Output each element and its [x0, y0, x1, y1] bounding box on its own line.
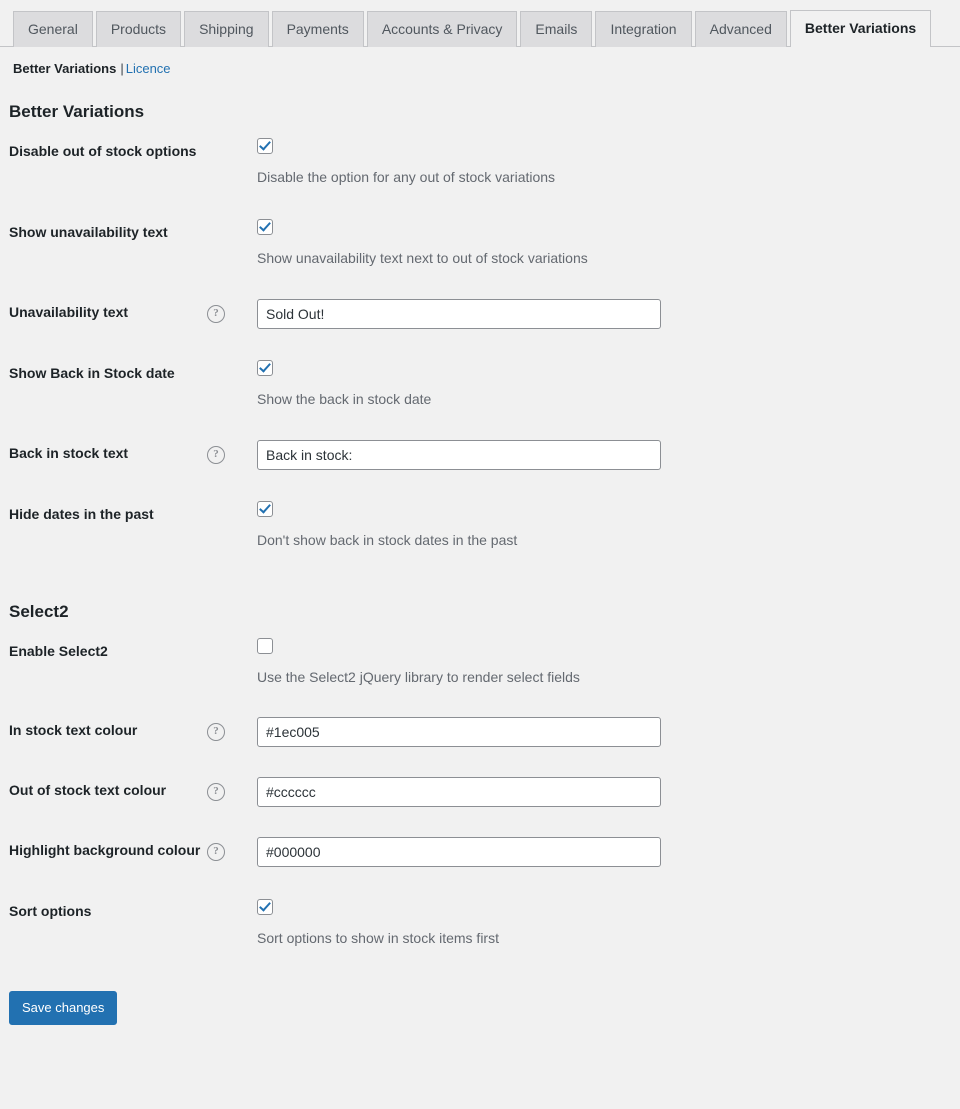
tab-payments[interactable]: Payments	[272, 11, 364, 47]
setting-label-cell	[9, 485, 247, 566]
setting-label-cell	[9, 702, 247, 762]
setting-label: Show Back in Stock date	[9, 364, 175, 381]
setting-label: Enable Select2	[9, 642, 108, 659]
setting-label-cell	[9, 344, 247, 425]
setting-label: Show unavailability text	[9, 223, 168, 240]
text-input[interactable]	[257, 299, 661, 329]
setting-label: Back in stock text	[9, 444, 129, 461]
help-icon[interactable]: ?	[207, 723, 225, 741]
section-title: Select2	[9, 601, 69, 621]
checkbox-toggle[interactable]	[257, 360, 273, 376]
setting-label-cell	[9, 762, 247, 822]
tab-products[interactable]: Products	[96, 11, 181, 47]
checkbox-toggle[interactable]	[257, 501, 273, 517]
setting-control-cell	[247, 122, 950, 203]
setting-label-cell	[9, 284, 247, 344]
setting-control-cell	[247, 284, 950, 344]
setting-label-cell	[9, 425, 247, 485]
setting-label: Out of stock text colour	[9, 782, 167, 799]
setting-control-cell	[247, 622, 950, 703]
help-icon[interactable]: ?	[207, 446, 225, 464]
setting-control-cell	[247, 203, 950, 284]
setting-label: Disable out of stock options	[9, 143, 197, 159]
setting-control-cell	[247, 762, 950, 822]
tab-better-variations[interactable]: Better Variations	[790, 10, 931, 47]
setting-label: In stock text colour	[9, 722, 138, 739]
tab-accounts-privacy[interactable]: Accounts & Privacy	[367, 11, 518, 47]
setting-label-cell	[9, 882, 247, 963]
settings-row	[9, 882, 950, 963]
setting-description: Disable the option for any out of stock variations	[257, 169, 556, 186]
setting-description: Show unavailability text next to out of stock variations	[257, 250, 588, 267]
subnav-current: Better Variations	[13, 61, 117, 76]
settings-form-table	[9, 622, 950, 964]
settings-row	[9, 425, 950, 485]
checkbox-toggle[interactable]	[257, 219, 273, 235]
subnav-separator: |	[120, 61, 124, 76]
tab-shipping[interactable]: Shipping	[184, 11, 269, 47]
tab-integration[interactable]: Integration	[595, 11, 691, 47]
section-title: Better Variations	[9, 102, 145, 121]
settings-row	[9, 762, 950, 822]
text-input[interactable]	[257, 440, 661, 470]
setting-description: Show the back in stock date	[257, 391, 432, 408]
settings-row	[9, 284, 950, 344]
tab-advanced[interactable]: Advanced	[695, 11, 787, 47]
settings-row	[9, 622, 950, 703]
checkbox-toggle[interactable]	[257, 899, 273, 915]
setting-label-cell	[9, 203, 247, 284]
setting-control-cell	[247, 485, 950, 566]
setting-control-cell	[247, 702, 950, 762]
setting-description: Sort options to show in stock items first	[257, 929, 499, 946]
setting-control-cell	[247, 882, 950, 963]
setting-control-cell	[247, 425, 950, 485]
text-input[interactable]	[257, 717, 661, 747]
settings-row	[9, 822, 950, 882]
setting-label-cell	[9, 822, 247, 882]
tab-general[interactable]: General	[13, 11, 93, 47]
tab-emails[interactable]: Emails	[520, 11, 592, 47]
subnav-link-licence[interactable]: Licence	[125, 61, 171, 76]
settings-row	[9, 485, 950, 566]
subnav	[0, 47, 960, 76]
help-icon[interactable]: ?	[207, 843, 225, 861]
setting-label-cell	[9, 122, 247, 203]
setting-description: Don't show back in stock dates in the past	[257, 531, 518, 548]
setting-control-cell	[247, 822, 950, 882]
setting-label: Hide dates in the past	[9, 505, 154, 522]
settings-row	[9, 203, 950, 284]
settings-row	[9, 702, 950, 762]
setting-label: Highlight background colour	[9, 842, 201, 859]
setting-description: Use the Select2 jQuery library to render select fields	[257, 668, 580, 685]
help-icon[interactable]: ?	[207, 305, 225, 323]
save-changes-button[interactable]: Save changes	[9, 991, 117, 1025]
setting-label: Unavailability text	[9, 303, 129, 320]
checkbox-toggle[interactable]	[257, 138, 273, 154]
settings-form-table	[9, 122, 950, 566]
checkbox-toggle[interactable]	[257, 638, 273, 654]
setting-label: Sort options	[9, 903, 92, 920]
text-input[interactable]	[257, 837, 661, 867]
submit-area	[9, 991, 960, 1045]
settings-row	[9, 122, 950, 203]
help-icon[interactable]: ?	[207, 783, 225, 801]
setting-label-cell	[9, 622, 247, 703]
settings-row	[9, 344, 950, 425]
settings-sections	[0, 102, 960, 963]
text-input[interactable]	[257, 777, 661, 807]
setting-control-cell	[247, 344, 950, 425]
settings-tab-bar	[0, 0, 960, 47]
